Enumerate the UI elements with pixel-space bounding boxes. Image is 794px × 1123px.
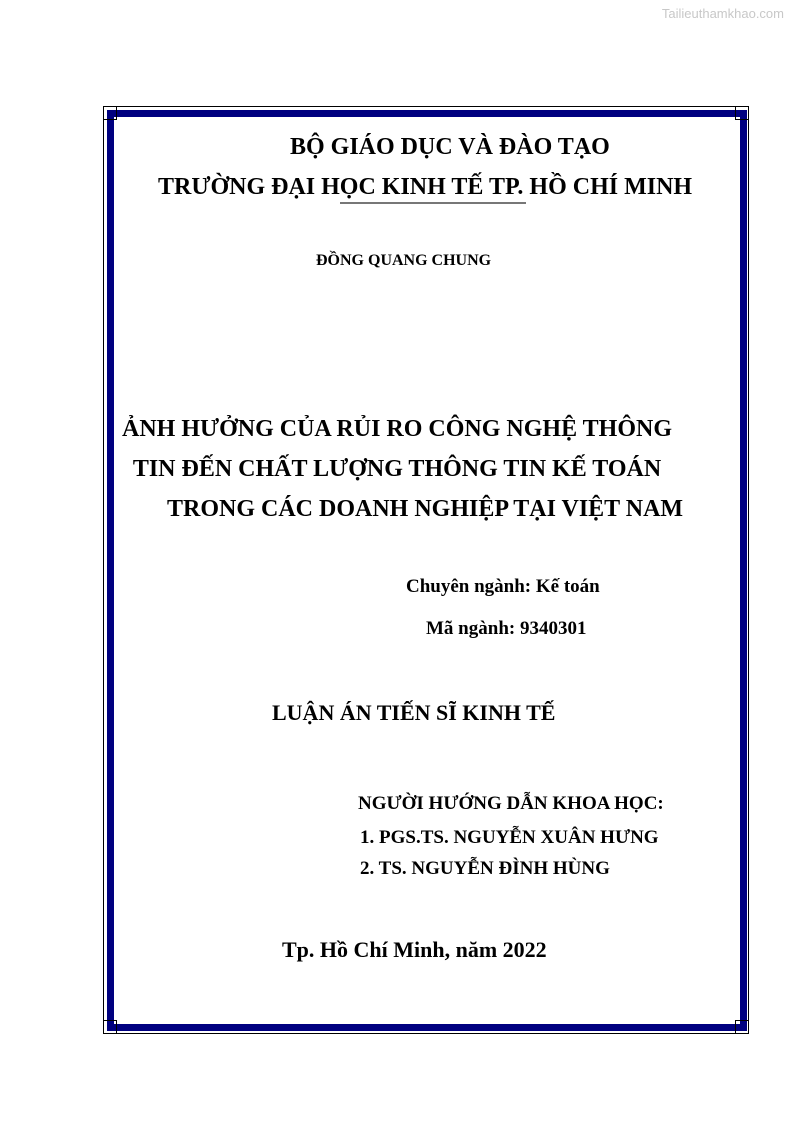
watermark: Tailieuthamkhao.com bbox=[661, 6, 784, 21]
ministry-name: BỘ GIÁO DỤC VÀ ĐÀO TẠO bbox=[290, 134, 610, 160]
advisors-label: NGƯỜI HƯỚNG DẪN KHOA HỌC: bbox=[358, 793, 664, 814]
border-corner-br bbox=[735, 1020, 749, 1034]
university-name: TRƯỜNG ĐẠI HỌC KINH TẾ TP. HỒ CHÍ MINH bbox=[158, 174, 693, 200]
degree: LUẬN ÁN TIẾN SĨ KINH TẾ bbox=[272, 700, 556, 725]
thesis-title-line-3: TRONG CÁC DOANH NGHIỆP TẠI VIỆT NAM bbox=[167, 496, 684, 522]
advisor-1: 1. PGS.TS. NGUYỄN XUÂN HƯNG bbox=[360, 827, 659, 848]
university-underline bbox=[340, 202, 526, 204]
advisor-2: 2. TS. NGUYỄN ĐÌNH HÙNG bbox=[360, 858, 610, 879]
border-corner-tl bbox=[103, 106, 117, 120]
author-name: ĐỒNG QUANG CHUNG bbox=[316, 252, 492, 269]
thesis-title-line-2: TIN ĐẾN CHẤT LƯỢNG THÔNG TIN KẾ TOÁN bbox=[132, 456, 662, 482]
border-corner-bl bbox=[103, 1020, 117, 1034]
major-code: Mã ngành: 9340301 bbox=[426, 618, 587, 639]
page-border-navy bbox=[107, 110, 747, 1031]
major: Chuyên ngành: Kế toán bbox=[406, 576, 600, 597]
border-corner-tr bbox=[735, 106, 749, 120]
thesis-title-line-1: ẢNH HƯỞNG CỦA RỦI RO CÔNG NGHỆ THÔNG bbox=[121, 416, 673, 442]
place-year: Tp. Hồ Chí Minh, năm 2022 bbox=[282, 937, 547, 962]
